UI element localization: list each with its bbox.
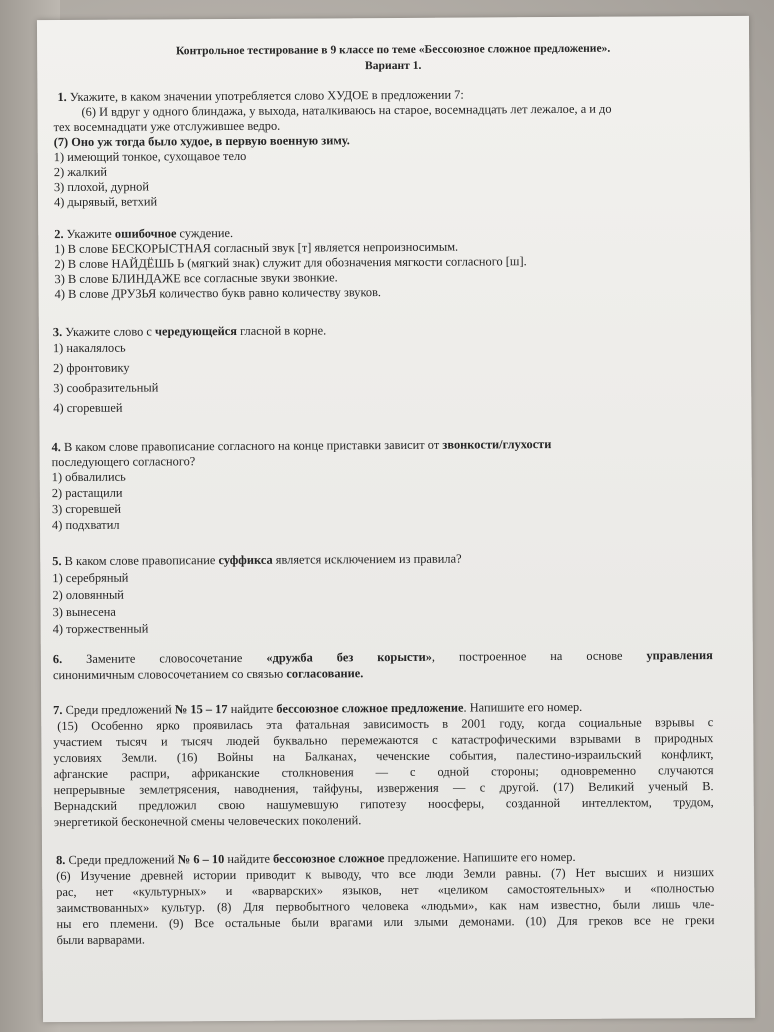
q2-option-4: 4) В слове ДРУЗЬЯ количество букв равно количеству звуков. [54, 285, 382, 302]
q1-sentence-6: (6) И вдруг у одного блиндажа, у выхода, наталкиваюсь на старое, восемнадцать лет лежалое, а и до [81, 101, 612, 119]
q1-option-4: 4) дырявый, ветхий [54, 194, 158, 210]
q8-text-line-2: рас, нет «культурных» и «варварских» языков, нет «целиком самостоятельных» и «полностью [56, 881, 715, 900]
q2-option-2: 2) В слове НАЙДЁШЬ Ь (мягкий знак) служит для обозначения мягкости согласного [ш]. [54, 254, 527, 272]
q8-text-line-4: ны его племени. (9) Все остальные были врагами или злыми демонами. (10) Для греков все не греки [56, 913, 715, 932]
q4-option-4: 4) подхватил [51, 517, 120, 533]
q1-sentence-7: (7) Оно уж тогда было худое, в первую военную зиму. [53, 133, 350, 150]
q7-text-line-4: афганские распри, африканские столкновения — с одной стороны; одновременно случаются [53, 763, 714, 782]
q8-text-line-1: (6) Изучение древней истории приводит к выводу, что все люди Земли равны. (7) Нет высших и низших [56, 865, 715, 884]
q2-option-3: 3) В слове БЛИНДАЖЕ все согласные звуки звонкие. [54, 270, 338, 287]
question-6: 6. Замените словосочетание «дружба без корысти», построенное на основе управления [52, 648, 713, 667]
variant-label: Вариант 1. [364, 58, 422, 73]
q4-option-3: 3) сгоревшей [51, 501, 122, 517]
question-5: 5. В каком слове правописание суффикса является исключением из правила? [52, 551, 462, 569]
q4-option-1: 1) обвалились [51, 469, 126, 485]
q7-text-line-7: энергетикой бесконечной смены человеческих поколений. [53, 813, 362, 830]
q7-text-line-6: Вернадский предложил свою нашумевшую гипотезу ноосферы, созданной интеллектом, трудом, [53, 795, 714, 814]
q5-option-1: 1) серебряный [52, 570, 129, 586]
q7-text-line-5: непрерывные землетрясения, наводнения, тайфуны, извержения — с другой. (17) Великий ученый В. [53, 779, 714, 798]
question-4-cont: последующего согласного? [51, 454, 196, 470]
test-sheet [37, 16, 755, 1022]
q5-option-2: 2) оловянный [52, 587, 124, 603]
q5-option-4: 4) торжественный [52, 621, 149, 637]
q7-text-line-3: условиях Земли. (16) Войны на Балканах, чеченские события, палестино-израильский конфликт, [53, 747, 714, 766]
question-8: 8. Среди предложений № 6 – 10 найдите бессоюзное сложное предложение. Напишите его номер. [56, 849, 576, 868]
q1-option-2: 2) жалкий [53, 164, 107, 180]
q1-option-3: 3) плохой, дурной [53, 179, 150, 195]
q1-sentence-6-cont: тех восемнадцати уже отслужившее ведро. [53, 118, 281, 135]
question-1: 1. Укажите, в каком значении употребляется слово ХУДОЕ в предложении 7: [57, 87, 464, 105]
q8-text-line-3: заимствованных» культур. (8) Для первобытного человека «людьми», как нам известно, были лишь чле- [56, 897, 715, 916]
page-title: Контрольное тестирование в 9 классе по теме «Бессоюзное сложное предложение». [175, 41, 611, 58]
q7-text-line-1: (15) Особенно ярко проявилась эта фатальная зависимость в 2001 году, когда социальные взрывы с [57, 715, 714, 734]
question-6-cont: синонимичным словосочетанием со связью согласование. [52, 666, 364, 683]
question-3: 3. Укажите слово с чередующейся гласной в корне. [52, 323, 327, 340]
q3-option-4: 4) сгоревшей [53, 400, 123, 416]
question-7: 7. Среди предложений № 15 – 17 найдите бессоюзное сложное предложение. Напишите его номер. [53, 699, 583, 718]
q3-option-2: 2) фронтовику [53, 360, 130, 376]
q1-option-1: 1) имеющий тонкое, сухощавое тело [53, 148, 247, 165]
q5-option-3: 3) вынесена [52, 604, 116, 620]
q4-option-2: 2) растащили [51, 485, 123, 501]
q2-option-1: 1) В слове БЕСКОРЫСТНАЯ согласный звук [т] является непроизносимым. [54, 239, 459, 257]
question-2: 2. Укажите ошибочное суждение. [54, 225, 234, 242]
q8-text-line-5: были варварами. [56, 932, 145, 948]
q3-option-3: 3) сообразительный [53, 380, 159, 396]
q3-option-1: 1) накалялось [52, 340, 126, 356]
q7-text-line-2: участием тысяч и тысяч людей буквально перемежаются с катастрофическими взрывами в природных [53, 731, 714, 750]
question-4: 4. В каком слове правописание согласного на конце приставки зависит от звонкости/глухости [51, 437, 552, 455]
